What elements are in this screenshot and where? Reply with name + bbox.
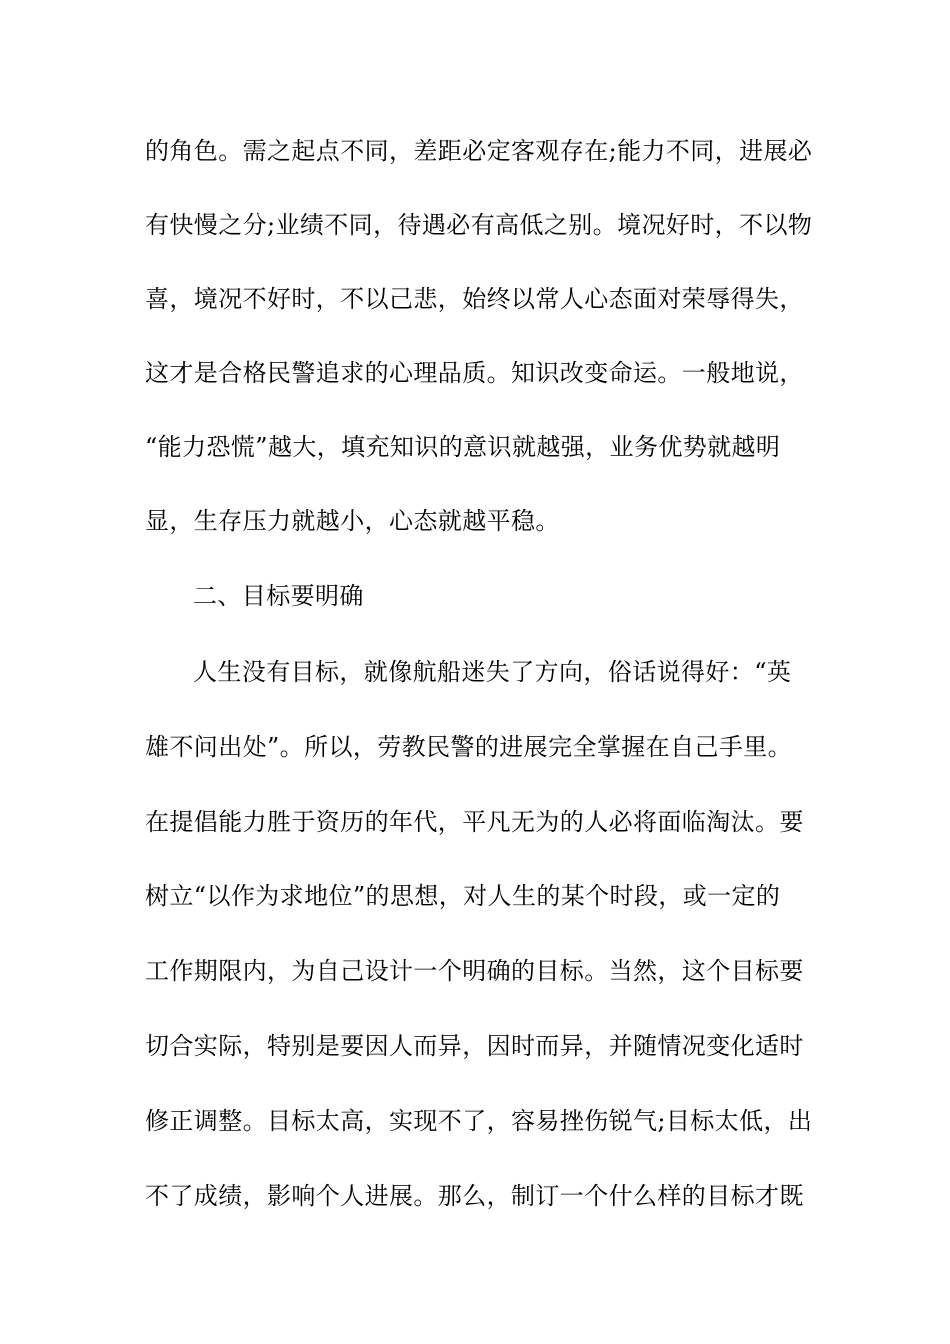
text-line: 切合实际，特别是要因人而异，因时而异，并随情况变化适时 (145, 1032, 804, 1060)
text-line: 修正调整。目标太高，实现不了，容易挫伤锐气;目标太低，出 (145, 1107, 813, 1135)
text-line: 树立“以作为求地位”的思想，对人生的某个时段，或一定的 (145, 882, 781, 910)
text-line: 的角色。需之起点不同，差距必定客观存在;能力不同，进展必 (145, 137, 813, 165)
text-line: 喜，境况不好时，不以己悲，始终以常人心态面对荣辱得失， (145, 285, 804, 313)
section-heading: 二、目标要明确 (193, 582, 364, 610)
text-line: 雄不问出处”。所以，劳教民警的进展完全掌握在自己手里。 (145, 733, 793, 761)
text-line: 在提倡能力胜于资历的年代，平凡无为的人必将面临淘汰。要 (145, 808, 804, 836)
text-line: 工作期限内，为自己设计一个明确的目标。当然，这个目标要 (145, 957, 804, 985)
text-line: 有快慢之分;业绩不同，待遇必有高低之别。境况好时，不以物 (145, 211, 813, 239)
text-line: “能力恐慌”越大，填充知识的意识就越强，业务优势就越明 (145, 433, 781, 461)
text-line: 显，生存压力就越小，心态就越平稳。 (145, 507, 560, 535)
text-line: 这才是合格民警追求的心理品质。知识改变命运。一般地说， (145, 359, 804, 387)
text-line: 不了成绩，影响个人进展。那么，制订一个什么样的目标才既 (145, 1182, 804, 1210)
text-line: 人生没有目标，就像航船迷失了方向，俗话说得好：“英 (193, 658, 792, 686)
